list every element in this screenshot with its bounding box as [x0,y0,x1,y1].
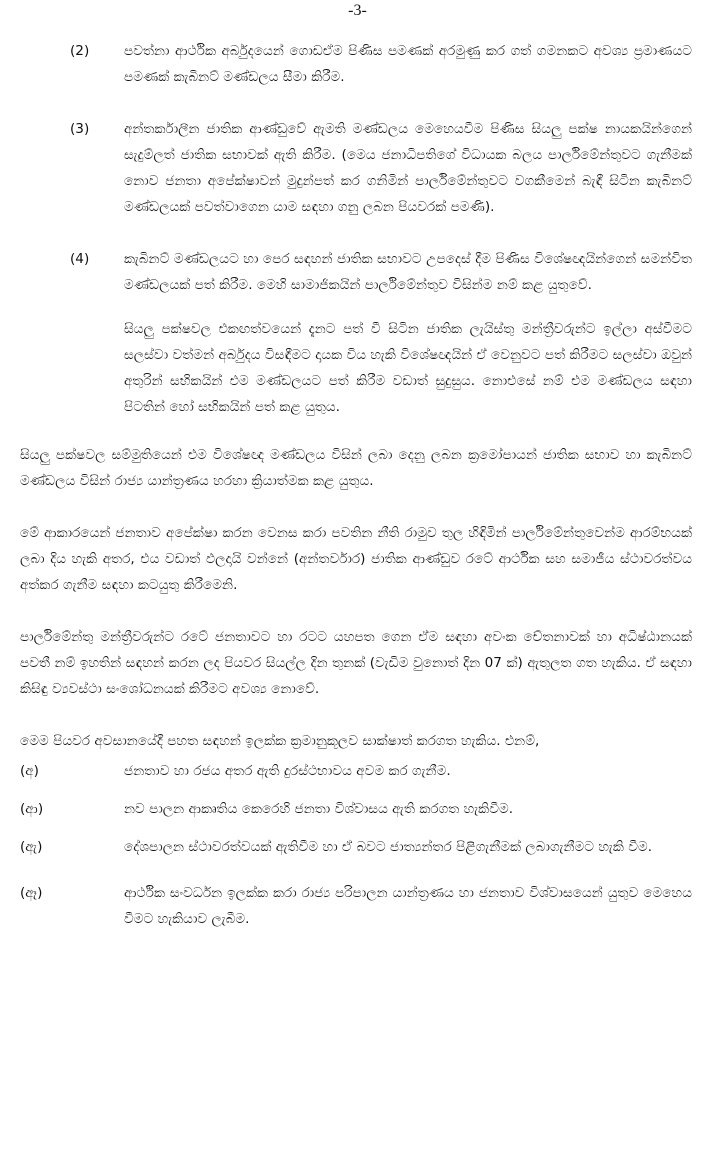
item-text: අන්තර්කාලීන ජාතික ආණ්ඩුවේ ඇමති මණ්ඩලය මෙහෙයවීම පිණිස සියලු පක්ෂ නායකයින්ගෙන් සැදුම්ලත් ජාතික සභාවක් ඇති කිරීම. (මෙය ජනාධිපතිගේ විධායක බලය පාර්ලිමේන්තුවට ගැනීමක් නොව ජනතා අපේක්ෂාවන් මුදුන්පත් කර ගනිමින් පාර්ලිමේන්තුවට වගකීමෙන් බැඳී සිටින කැබිනට් මණ්ඩලයක් පවත්වාගෙන යාම සඳහා ගනු ලබන පියවරක් පමණි). [124,121,692,215]
goal-letter: (ඇ) [20,839,43,855]
goal-item [20,880,692,932]
goal-letter: (ආ) [20,801,44,817]
item-number: (3) [70,121,90,137]
goal-letter: (ඈ) [20,885,43,901]
goal-item [20,796,692,822]
item-text: පවත්නා ආර්ථික අර්බුදයෙන් ගොඩඒම පිණිස පමණක් අරමුණු කර ගත් ගමනකට අවශ්‍ය ප්‍රමාණයට පමණක් කැබිනට් මණ්ඩලය සීමා කිරීම. [124,43,692,85]
numbered-item [20,116,692,220]
goal-letter: (අ) [20,763,39,779]
goal-text: නව පාලන ආකෘතිය කෙරෙහි ජනතා විශ්වාසය ඇති කරගත හැකිවීම. [124,801,514,817]
numbered-item [20,38,692,90]
numbered-item [20,246,692,298]
item-text: කැබිනට් මණ්ඩලයට හා පෙර සඳහන් ජාතික සභාවට උපදෙස් දීම පිණිස විශේෂඥයින්ගෙන් සමන්විත මණ්ඩලයක් පත් කිරීම. මෙහි සාමාජිකයින් පාර්ලිමේන්තුව විසින්ම නම් කළ යුතුවේ. [124,251,692,293]
goal-text: ආර්ථික සංවර්ධන ඉලක්ක කරා රාජ්‍ය පරිපාලන යාන්ත්‍රණය හා ජනතාව විශ්වාසයෙන් යුතුව මෙහෙය වීමට හැකියාව ලැබීම. [124,885,692,927]
goal-text: ජනතාව හා රජය අතර ඇති දුරස්ථභාවය අවම කර ගැනීම. [124,763,451,779]
goal-item [20,758,692,784]
body-paragraph: පාර්ලිමේන්තු මන්ත්‍රීවරුන්ට රටේ ජනතාවට හා රටට යහපත ගෙන ඒම සඳහා අවංක චේතනාවක් හා අධිෂ්ඨානයක් පවතී නම් ඉහතින් සඳහන් කරන ලද පියවර සියල්ල දින තුනක් (වැඩිම වුනොත් දින 07 ක්) ඇතුලත ගත හැකිය. ඒ සඳහා කිසිඳු ව්‍යවස්ථා සංශෝධනයක් කිරීමට අවශ්‍ය නොවේ. [20,629,692,697]
goals-intro: මෙම පියවර අවසානයේදී පහත සඳහන් ඉලක්ක ක්‍රමානුකූලව සාක්ෂාත් කරගත හැකිය. එනම්, [20,733,540,749]
goal-item [20,834,692,860]
document-body [20,38,692,944]
goal-text: දේශපාලන ස්ථාවරත්වයක් ඇතිවීම හා ඒ බවට ජාත්‍යන්තර පිළිගැනීමක් ලබාගැනීමට හැකි වීම. [124,839,653,855]
page-number: -3- [348,2,367,19]
indented-paragraph: සියලු පක්ෂවල එකඟත්වයෙන් දැනට පත් වී සිටින ජාතික ලැයිස්තු මන්ත්‍රීවරුන්ට ඉල්ලා අස්වීමට සලස්වා වත්මන් අර්බුදය විසඳීමට දායක විය හැකි විශේෂඥයින් ඒ වෙනුවට පත් කිරීමට සලස්වා ඔවුන් අතුරින් සභිකයින් එම මණ්ඩලයට පත් කිරීම වඩාත් සුදුසුය. නොඑසේ නම් එම මණ්ඩලය සඳහා පිටතින් හෝ සභිකයින් පත් කළ යුතුය. [124,321,692,415]
body-paragraph: සියලු පක්ෂවල සම්මුතියෙන් එම විශේෂඥ මණ්ඩලය විසින් ලබා දෙනු ලබන ක්‍රමෝපායන් ජාතික සභාව හා කැබිනට් මණ්ඩලය විසින් රාජ්‍ය යාන්ත්‍රණය හරහා ක්‍රියාත්මක කළ යුතුය. [20,447,692,489]
body-paragraph: මේ ආකාරයෙන් ජනතාව අපේක්ෂා කරන වෙනස කරා පවතින නීති රාමුව තුල හිඳිමින් පාර්ලිමේන්තුවෙන්ම ආරම්භයක් ලබා දිය හැකි අතර, එය වඩාත් ඵලදායි වන්නේ (අන්තර්වාර) ජාතික ආණ්ඩුව රටේ ආර්ථික සහ සමාජීය ස්ථාවරත්වය අත්කර ගැනීම සඳහා කටයුතු කිරීමෙනි. [20,525,692,593]
item-number: (4) [70,251,90,267]
item-number: (2) [70,43,90,59]
